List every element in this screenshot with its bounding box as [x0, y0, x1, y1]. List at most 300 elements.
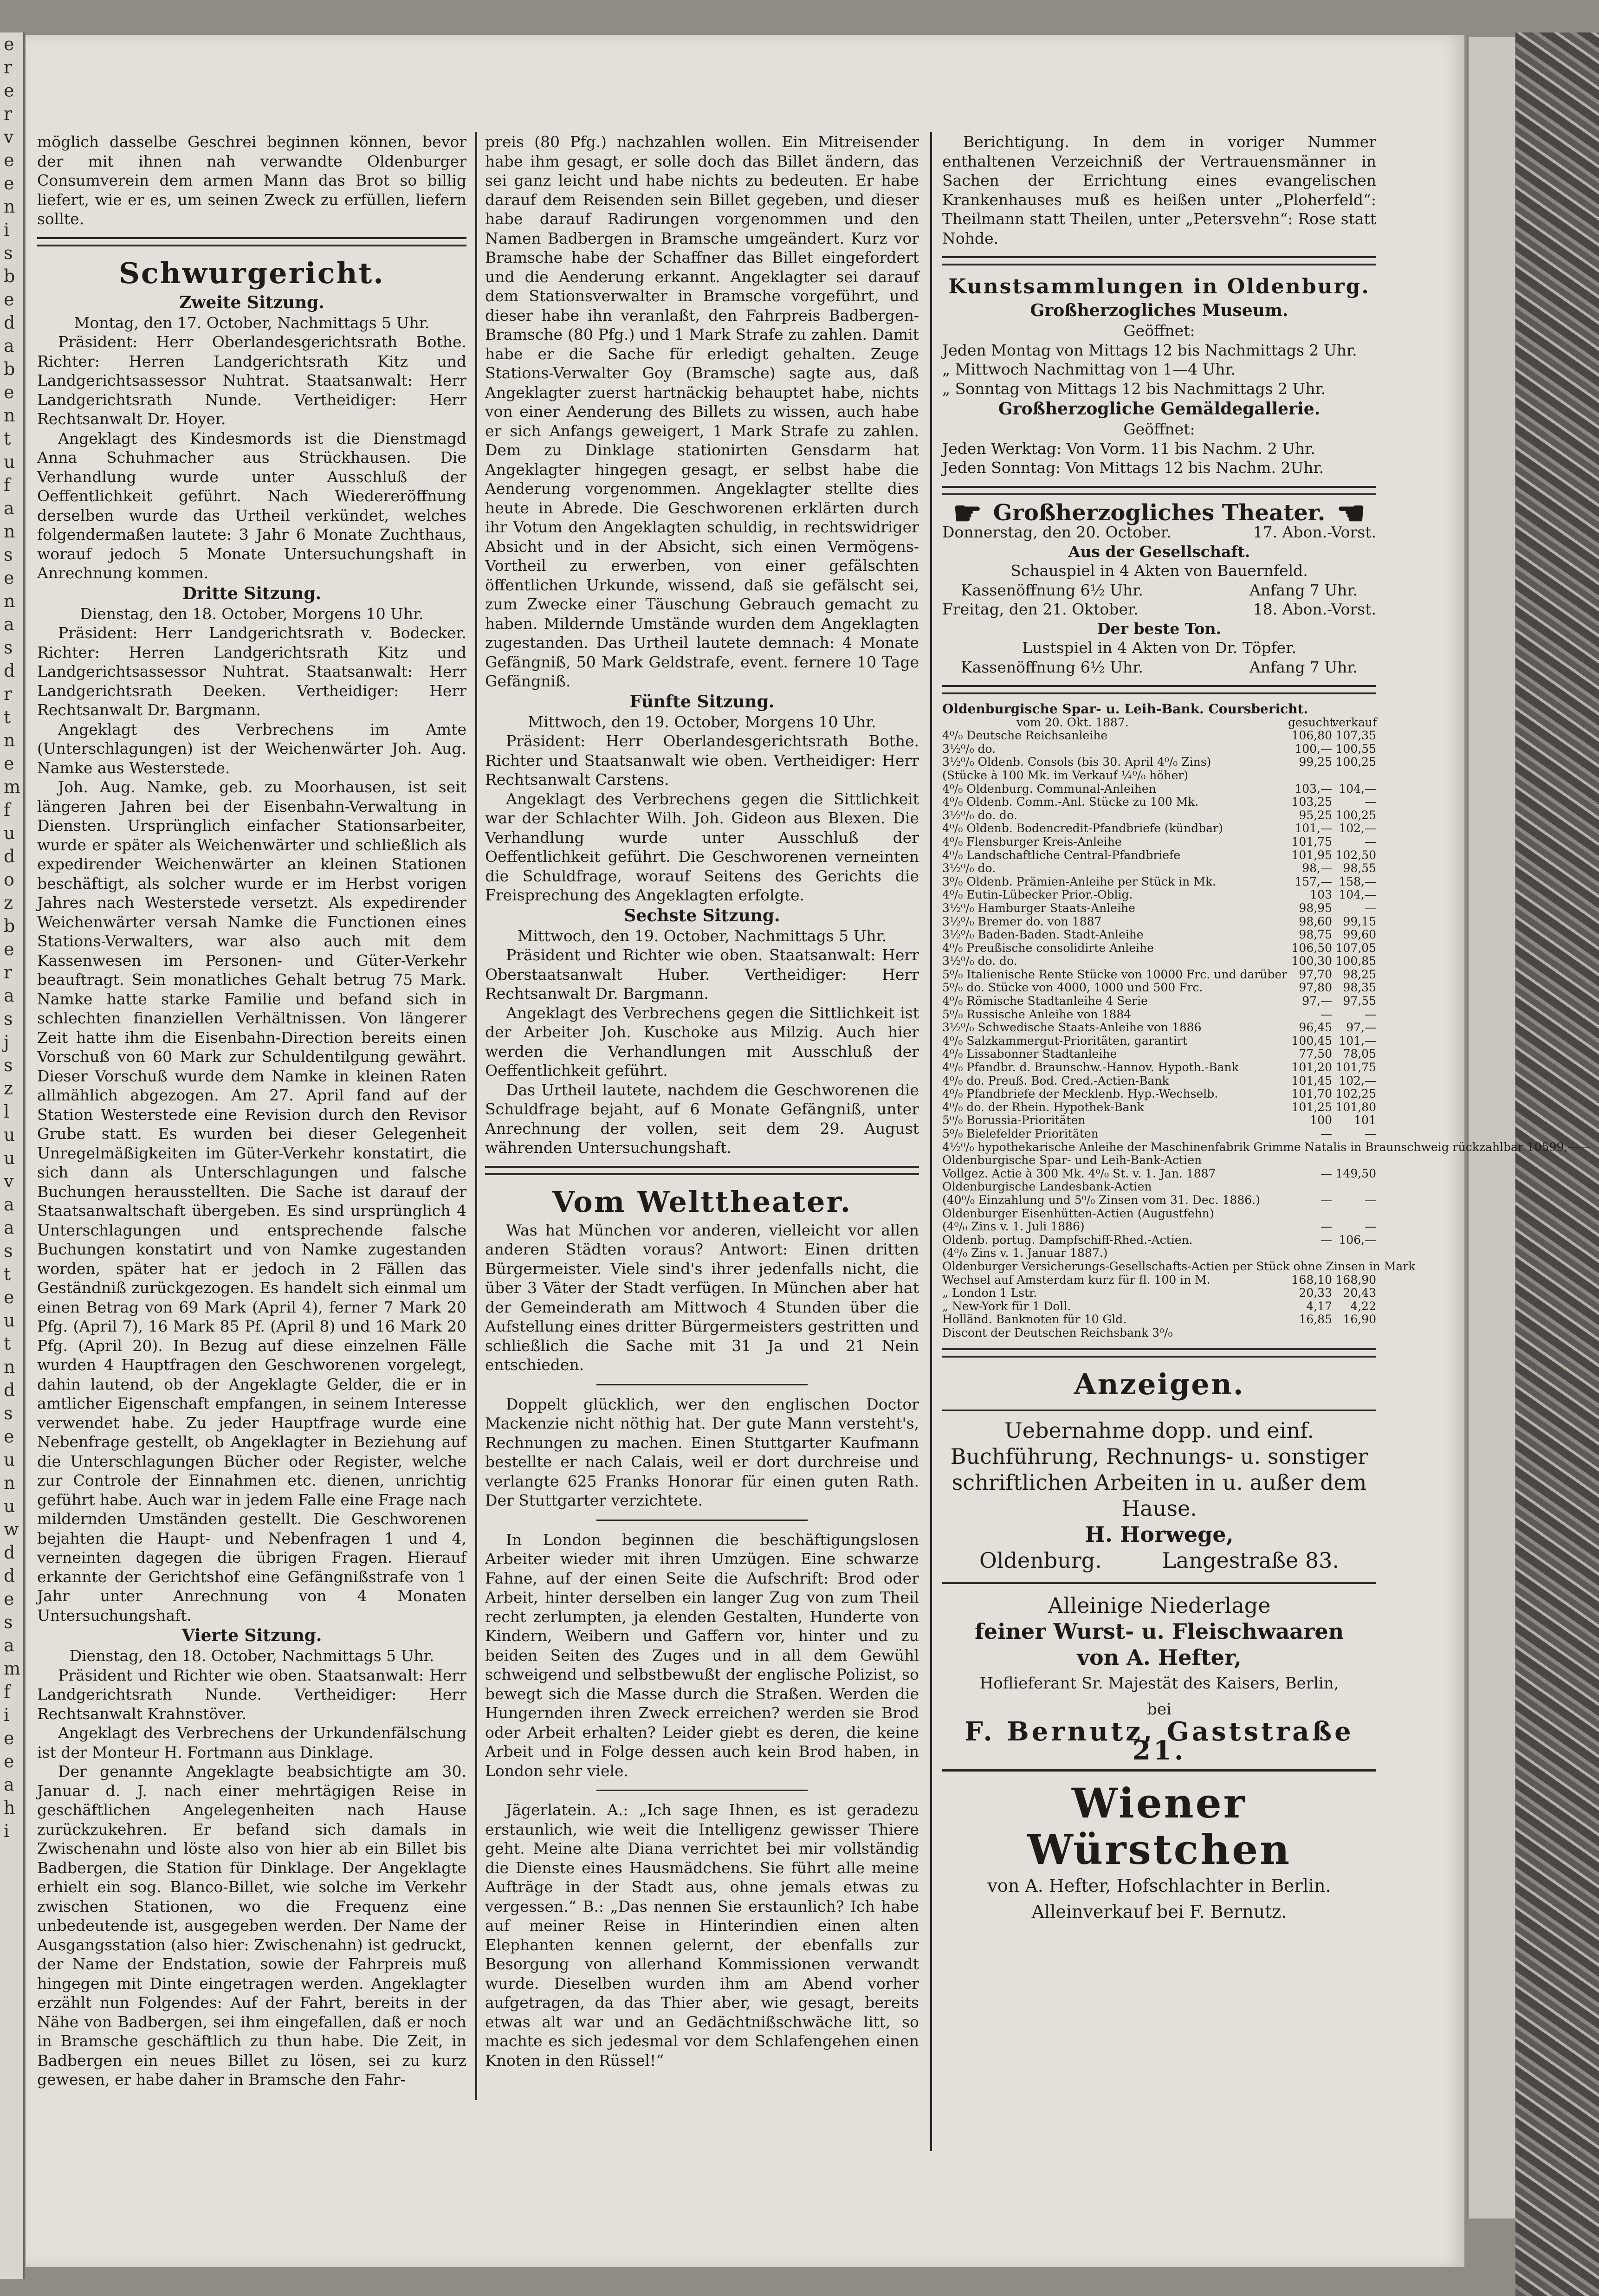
previous-page-letter: e — [4, 1287, 14, 1307]
paragraph: Präsident und Richter wie oben. Staatsanwalt: Herr Oberstaatsanwalt Huber. Vertheidiger: Herr Rechtsanwalt Dr. Bargmann. — [485, 946, 919, 1002]
previous-page-letter: e — [4, 173, 14, 194]
previous-page-letter: u — [4, 1449, 15, 1470]
divider — [942, 256, 1376, 265]
divider — [942, 1410, 1376, 1411]
bid-price: 99,— — [1549, 1140, 1580, 1154]
start-time: Anfang 7 Uhr. — [1249, 658, 1358, 676]
ask-price: 102,25 — [1335, 1087, 1376, 1101]
course-row — [942, 1207, 1376, 1221]
bid-price: 168,10 — [1291, 1273, 1332, 1287]
ask-price: 98,25 — [1343, 967, 1376, 981]
course-report — [942, 701, 1591, 1340]
previous-page-letter: u — [4, 1125, 15, 1145]
ad-wuerstchen: Würstchen — [1027, 1825, 1292, 1874]
session-date: Dienstag, den 18. October, Morgens 10 Uhr. — [80, 604, 424, 623]
course-row — [942, 796, 1376, 809]
divider — [942, 486, 1376, 495]
ask-price: 78,05 — [1343, 1047, 1376, 1061]
course-row — [942, 1259, 1416, 1274]
bid-price: 98,95 — [1299, 901, 1332, 915]
previous-page-letter: s — [4, 544, 13, 565]
book-binding — [1467, 37, 1515, 2218]
previous-page-letter: d — [4, 312, 15, 333]
divider — [485, 1166, 919, 1175]
bid-price — [1288, 769, 1332, 783]
bid-price: 101,95 — [1291, 848, 1332, 862]
ask-price: 149,50 — [1335, 1166, 1376, 1180]
previous-page-letter: i — [4, 1821, 10, 1841]
security-name: 5⁰/₀ Russische Anleihe von 1884 — [942, 1007, 1132, 1021]
ad-line: von A. Hefter, — [1077, 1644, 1242, 1670]
bid-price: 157,— — [1295, 874, 1332, 888]
intro-paragraph: möglich dasselbe Geschrei beginnen können, bevor der mit ihnen nah verwandte Oldenburger Consumverein dem armen Mann das Brot so billig liefert, wie er es, um seinen Zweck zu erfüllen, liefern sollte. — [37, 133, 466, 228]
course-row — [942, 822, 1376, 835]
course-row — [942, 743, 1376, 756]
previous-page-letter: w — [4, 1519, 19, 1539]
bid-price: 77,50 — [1299, 1047, 1332, 1061]
ad-wiener: Wiener — [1071, 1779, 1247, 1827]
previous-page-letter: e — [4, 1589, 14, 1609]
bid-price: 100,45 — [1291, 1034, 1332, 1048]
section-heading-welttheater: Vom Welttheater. — [552, 1184, 852, 1219]
ask-price: — — [1365, 795, 1376, 809]
security-name: 3½⁰/₀ Baden-Baden. Stadt-Anleihe — [942, 928, 1144, 942]
marbled-edge — [1515, 32, 1599, 2296]
ask-price: 104,— — [1339, 782, 1376, 796]
paragraph: Präsident: Herr Oberlandesgerichtsrath Bothe. Richter und Staatsanwalt wie oben. Vertheidiger: Herr Rechtsanwalt Carstens. — [485, 732, 919, 789]
bid-price: 97,— — [1302, 994, 1332, 1008]
security-name: (4⁰/₀ Zins v. 1. Januar 1887.) — [942, 1246, 1108, 1260]
security-name: (40⁰/₀ Einzahlung und 5⁰/₀ Zinsen vom 31. Dec. 1886.) — [942, 1193, 1260, 1207]
previous-page-letter: a — [4, 1217, 14, 1238]
bid-price: — — [1321, 1233, 1332, 1247]
course-row — [942, 1101, 1376, 1114]
previous-page-letter: z — [4, 1078, 13, 1099]
security-name: 4⁰/₀ Oldenburg. Communal-Anleihen — [942, 782, 1156, 796]
security-name: 4⁰/₀ Römische Stadtanleihe 4 Serie — [942, 994, 1148, 1008]
course-row — [942, 1140, 1591, 1154]
course-row — [942, 1287, 1376, 1300]
subscription-number: 18. Abon.-Vorst. — [1253, 600, 1376, 618]
bid-price: — — [1321, 1007, 1332, 1021]
ad-bernutz: F. Bernutz, Gaststraße 21. — [965, 1716, 1354, 1766]
previous-page-letter: r — [4, 684, 13, 704]
bid-price: — — [1321, 1127, 1332, 1140]
start-time: Anfang 7 Uhr. — [1249, 581, 1358, 599]
security-name: 5⁰/₀ Borussia-Prioritäten — [942, 1113, 1086, 1127]
security-name: Oldenburger Eisenhütten-Actien (Augustfehn) — [942, 1206, 1214, 1220]
course-row — [942, 928, 1376, 942]
previous-page-letter: b — [4, 916, 15, 936]
ask-price: 100,25 — [1335, 808, 1376, 822]
bid-price: 4,17 — [1306, 1299, 1332, 1313]
bid-price: 97,80 — [1299, 981, 1332, 995]
previous-page-letter: u — [4, 1310, 15, 1331]
session-title: Zweite Sitzung. — [179, 292, 324, 312]
paragraph: Angeklagt des Verbrechens gegen die Sittlichkeit ist der Arbeiter Joh. Kuschoke aus Milzig. Auch hier werden die Verhandlungen mit Ausschluß der Oeffentlichkeit geführt. — [485, 1003, 919, 1080]
previous-page-letter: a — [4, 985, 14, 1006]
previous-page-letter: n — [4, 591, 15, 611]
security-name: 4⁰/₀ Oldenb. Bodencredit-Pfandbriefe (kündbar) — [942, 821, 1223, 835]
security-name: 4⁰/₀ Oldenb. Comm.-Anl. Stücke zu 100 Mk. — [942, 795, 1199, 809]
previous-page-letter: t — [4, 1264, 11, 1284]
paragraph: Der genannte Angeklagte beabsichtigte am 30. Januar d. J. nach einer mehrtägigen Reise in geschäftlichen Angelegenheiten nach Hause zurückzukehren. Er befand sich damals in Zwischenahn und löste also von hier ab ein Billet bis Badbergen, die Station für Dinklage. Der Angeklagte erhielt ein sog. Blanco-Billet, wie solche im Verkehr zwischen Stationen, wo die Frequenz eine unbedeutende ist, ausgegeben werden. Der Name der Ausgangsstation (also hier: Zwischenahn) ist gedruckt, der Name der Endstation, sowie der Fahrpreis muß hingegen mit Dinte eingetragen werden. Angeklagter erzählt nun Folgendes: Auf der Fahrt, bereits in der Nähe von Badbergen, sei ihm eingefallen, daß er noch in Bramsche geschäftlich zu thun habe. Die Zeit, in Badbergen ein neues Billet zu lösen, sei zu kurz gewesen, er habe daher in Bramsche den Fahr- — [37, 1762, 466, 2089]
ask-price: 4,22 — [1350, 1299, 1376, 1313]
previous-page-letter: a — [4, 498, 14, 518]
previous-page-letter: b — [4, 266, 15, 286]
hours-line: Jeden Montag von Mittags 12 bis Nachmittags 2 Uhr. — [942, 341, 1357, 359]
course-rows — [942, 729, 1591, 1339]
security-name: 4⁰/₀ Pfandbriefe der Mecklenb. Hyp.-Wechselb. — [942, 1087, 1218, 1101]
ask-price: 106,— — [1339, 1233, 1376, 1247]
opening-label: Geöffnet: — [1123, 420, 1195, 438]
ask-price: 102,— — [1339, 821, 1376, 835]
ad-bookkeeping-text: Uebernahme dopp. und einf. Buchführung, Rechnungs- u. sonstiger schriftlichen Arbeiten in u. außer dem Hause. — [950, 1417, 1368, 1521]
course-row — [942, 995, 1376, 1008]
course-row — [942, 902, 1376, 915]
paragraph: Präsident: Herr Landgerichtsrath v. Bodecker. Richter: Herren Landgerichtsrath Kitz und Landgerichtsassessor Nuhtrat. Staatsanwalt: Herr Landgerichtsrath Deeken. Vertheidiger: Herr Rechtsanwalt Dr. Bargmann. — [37, 624, 466, 719]
course-row — [942, 1220, 1376, 1234]
bid-price: 100 — [1310, 1113, 1332, 1127]
ask-price — [1332, 1154, 1376, 1167]
paragraph: Angeklagt des Verbrechens der Urkundenfälschung ist der Monteur H. Fortmann aus Dinklage. — [37, 1724, 466, 1761]
course-row — [942, 1021, 1376, 1035]
course-row — [942, 1087, 1376, 1101]
course-row — [942, 1035, 1376, 1048]
pointing-hand-left-icon: ☚ — [1336, 493, 1366, 532]
course-row — [942, 1247, 1376, 1260]
ad-street: Langestraße 83. — [1162, 1547, 1339, 1573]
previous-page-letter: a — [4, 1635, 14, 1656]
ask-price: 101,75 — [1335, 1061, 1376, 1074]
previous-page-letter: f — [4, 800, 11, 820]
previous-page-letter: e — [4, 568, 14, 588]
previous-page-letter: d — [4, 1542, 15, 1563]
course-row — [942, 968, 1376, 982]
ask-price: 97,55 — [1343, 994, 1376, 1008]
course-row — [942, 1154, 1376, 1167]
divider — [37, 237, 466, 246]
column-3 — [942, 132, 1591, 1925]
previous-page-letter: u — [4, 1496, 15, 1516]
bid-price: 20,33 — [1299, 1286, 1332, 1300]
session-date: Mittwoch, den 19. October, Nachmittags 5 Uhr. — [517, 926, 887, 945]
bid-price: 101,25 — [1291, 1100, 1332, 1114]
opening-label: Geöffnet: — [1123, 322, 1195, 340]
previous-page-letter: s — [4, 1009, 13, 1029]
course-row — [942, 955, 1376, 968]
divider — [942, 1582, 1376, 1584]
session-title: Fünfte Sitzung. — [629, 692, 775, 711]
galerie-title: Großherzogliche Gemäldegallerie. — [998, 399, 1321, 419]
previous-page-letter: e — [4, 34, 14, 54]
bid-price: 101,— — [1295, 821, 1332, 835]
course-row — [942, 1061, 1376, 1074]
performance-desc: Schauspiel in 4 Akten von Bauernfeld. — [1010, 562, 1308, 580]
bid-price: 16,85 — [1299, 1313, 1332, 1326]
bid-price: 103 — [1310, 888, 1332, 902]
ask-price — [1332, 1207, 1376, 1221]
previous-page-letter: d — [4, 1565, 15, 1586]
ask-price — [1332, 1326, 1376, 1340]
box-office-time: Kassenöffnung 6½ Uhr. — [961, 581, 1143, 599]
course-row — [942, 1167, 1376, 1181]
ask-price: 168,90 — [1335, 1273, 1376, 1287]
ad-city: Oldenburg. — [979, 1547, 1102, 1573]
previous-page-letter: e — [4, 753, 14, 774]
column-rule-1 — [475, 132, 477, 2100]
previous-page-letter: s — [4, 1612, 13, 1632]
paragraph: Präsident: Herr Oberlandesgerichtsrath Bothe. Richter: Herren Landgerichtsrath Kitz und Landgerichtsassessor Nuhtrat. Staatsanwalt: Herr Landgerichtsrath Nunde. Vertheidiger: Herr Rechtsanwalt Dr. Hoyer. — [37, 333, 466, 428]
previous-page-letter: e — [4, 150, 14, 170]
previous-page-letter: e — [4, 1751, 14, 1772]
bid-price: 96,45 — [1299, 1021, 1332, 1035]
ask-price: — — [1365, 901, 1376, 915]
bid-price: 101,70 — [1291, 1087, 1332, 1101]
course-row — [942, 1180, 1376, 1194]
course-row — [942, 875, 1376, 889]
previous-page-letter: n — [4, 1473, 15, 1493]
hours-line: Jeden Werktag: Von Vorm. 11 bis Nachm. 2 Uhr. — [942, 439, 1315, 458]
security-name: 5⁰/₀ do. Stücke von 4000, 1000 und 500 Frc. — [942, 981, 1203, 995]
security-name: 3½⁰/₀ Hamburger Staats-Anleihe — [942, 901, 1135, 915]
security-name: 3½⁰/₀ do. — [942, 742, 996, 756]
previous-page-letter: s — [4, 243, 13, 263]
security-name: 3½⁰/₀ do. do. — [942, 954, 1017, 968]
bid-price — [1288, 1326, 1332, 1340]
security-name: Oldenburgische Spar- und Leih-Bank-Actien — [942, 1153, 1202, 1167]
ask-price: 102,— — [1339, 1074, 1376, 1087]
course-row — [942, 835, 1376, 849]
bid-price: — — [1321, 1193, 1332, 1207]
session-date: Mittwoch, den 19. October, Morgens 10 Uhr. — [528, 712, 876, 731]
security-name: „ New-York für 1 Doll. — [942, 1299, 1071, 1313]
bid-price — [1288, 1207, 1332, 1221]
security-name: Holländ. Banknoten für 10 Gld. — [942, 1313, 1127, 1326]
course-row — [942, 888, 1376, 902]
previous-page-letter: u — [4, 823, 15, 843]
previous-page-letter: d — [4, 846, 15, 867]
ad-line: Hoflieferant Sr. Majestät des Kaisers, Berlin, — [979, 1674, 1339, 1693]
divider — [942, 1348, 1376, 1358]
previous-page-letter: v — [4, 1171, 14, 1191]
course-row — [942, 1300, 1376, 1313]
security-name: 4⁰/₀ do. der Rhein. Hypothek-Bank — [942, 1100, 1144, 1114]
previous-page-letter: s — [4, 637, 13, 658]
ask-price: — — [1365, 1220, 1376, 1234]
previous-page-letter: r — [4, 57, 13, 78]
bid-price: 98,— — [1302, 861, 1332, 875]
hours-line: „ Mittwoch Nachmittag von 1—4 Uhr. — [942, 360, 1236, 378]
previous-page-letter: n — [4, 196, 15, 217]
divider — [942, 685, 1376, 694]
ask-price: 99,60 — [1343, 928, 1376, 942]
section-heading-schwurgericht: Schwurgericht. — [119, 256, 385, 290]
security-name: 4½⁰/₀ hypothekarische Anleihe der Maschinenfabrik Grimme Natalis in Braunschweig rückzahlbar 105 — [942, 1140, 1549, 1154]
bid-price: 98,75 — [1299, 928, 1332, 942]
course-row — [942, 1074, 1376, 1088]
course-row — [942, 729, 1376, 743]
course-row — [942, 862, 1376, 875]
ask-price — [1332, 1180, 1376, 1194]
bid-price: 101,75 — [1291, 834, 1332, 848]
course-report-title: Oldenburgische Spar- u. Leih-Bank. Coursbericht. — [942, 701, 1308, 717]
previous-page-letter: n — [4, 405, 15, 426]
berichtigung-notice: Berichtigung. In dem in voriger Nummer enthaltenen Verzeichniß der Vertrauensmänner in Sachen der Errichtung eines evangelischen Krankenhauses muß es heißen unter „Ploherfeld“: Theilmann statt Theilen, unter „Petersvehn“: Rose statt Nohde. — [942, 133, 1376, 247]
ask-price: 16,90 — [1343, 1313, 1376, 1326]
security-name: 4⁰/₀ do. Preuß. Bod. Cred.-Actien-Bank — [942, 1074, 1169, 1087]
bid-price: 106,50 — [1291, 941, 1332, 955]
previous-page-letter: d — [4, 660, 15, 681]
ask-price: 100,25 — [1335, 755, 1376, 769]
security-name: 4⁰/₀ Landschaftliche Central-Pfandbriefe — [942, 848, 1181, 862]
previous-page-letter: s — [4, 1055, 13, 1075]
ask-price: — — [1365, 1193, 1376, 1207]
previous-page-letter: s — [4, 1403, 13, 1423]
security-name: Oldenburgische Landesbank-Actien — [942, 1180, 1152, 1194]
divider — [942, 1769, 1376, 1772]
previous-page-letter: i — [4, 1705, 10, 1725]
course-row — [942, 1313, 1376, 1326]
previous-page-letter: e — [4, 939, 14, 959]
performance-date: Freitag, den 21. Oktober. — [942, 600, 1139, 618]
paragraph: Angeklagt des Verbrechens gegen die Sittlichkeit war der Schlachter Wilh. Joh. Gideon aus Blexen. Die Verhandlung wurde unter Ausschluß der Oeffentlichkeit geführt. Die Geschworenen verneinten die Schuldfrage, worauf Seitens des Gerichts die Freisprechung des Angeklagten erfolgte. — [485, 789, 919, 904]
bid-price: 103,25 — [1291, 795, 1332, 809]
theater-title: Großherzogliches Theater. — [993, 499, 1326, 526]
previous-page-letter: e — [4, 80, 14, 101]
previous-page-letter: j — [4, 1032, 9, 1052]
ask-price — [1332, 769, 1376, 783]
subscription-number: 17. Abon.-Vorst. — [1253, 523, 1376, 541]
kunstsammlungen-title: Kunstsammlungen in Oldenburg. — [948, 275, 1370, 298]
course-report-header — [942, 716, 1376, 730]
security-name: Oldenburger Versicherungs-Gesellschafts-Actien per Stück ohne Zinsen in Mark — [942, 1259, 1416, 1273]
previous-page-edge — [0, 32, 25, 2279]
previous-page-letter: e — [4, 289, 14, 310]
bid-price: 100,— — [1295, 742, 1332, 756]
anzeigen-heading: Anzeigen. — [1074, 1367, 1245, 1401]
course-row — [942, 1234, 1376, 1247]
bid-price: 99,25 — [1299, 755, 1332, 769]
ask-price: 101 — [1354, 1113, 1376, 1127]
bid-price — [1288, 1154, 1332, 1167]
column-2 — [485, 132, 919, 2070]
previous-page-letter: e — [4, 1426, 14, 1447]
previous-page-letter: a — [4, 1774, 14, 1795]
short-divider — [596, 1790, 808, 1791]
paragraph: Jägerlatein. A.: „Ich sage Ihnen, es ist geradezu erstaunlich, wie weit die Intelligenz gewisser Thiere geht. Meine alte Diana verrichtet bei mir vollständig die Dienste eines Hausmädchens. Sie führt alle meine Aufträge in der Stadt aus, ohne jemals etwas zu vergessen.“ B.: „Das nennen Sie erstaunlich? Ich habe auf meiner Reise in Hinterindien einen alten Elephanten kennen gelernt, der ebenfalls zur Besorgung von allerhand Kommissionen verwandt wurde. Dieselben wurden ihm am Abend vorher aufgetragen, da das Thier aber, wie gesagt, bereits etwas alt war und an Gedächtnißschwäche litt, so machte es sich jedesmal vor dem Schlafengehen einen Knoten in den Rüssel!“ — [485, 1801, 919, 2070]
performance-date: Donnerstag, den 20. October. — [942, 523, 1172, 541]
paragraph: Angeklagt des Verbrechens im Amte (Unterschlagungen) ist der Weichenwärter Joh. Aug. Namke aus Westerstede. — [37, 720, 466, 777]
course-row — [942, 1048, 1376, 1061]
ask-price — [1332, 1247, 1376, 1260]
previous-page-letter: v — [4, 127, 14, 147]
bid-price: — — [1321, 1220, 1332, 1234]
security-name: (4⁰/₀ Zins v. 1. Juli 1886) — [942, 1220, 1085, 1234]
bid-price: 106,80 — [1291, 729, 1332, 743]
ask-price: 100,85 — [1335, 954, 1376, 968]
previous-page-letter: f — [4, 1682, 11, 1702]
course-row — [942, 1114, 1376, 1127]
hours-line: „ Sonntag von Mittags 12 bis Nachmittags 2 Uhr. — [942, 379, 1326, 398]
session-date: Dienstag, den 18. October, Nachmittags 5 Uhr. — [69, 1647, 434, 1665]
previous-page-letter: b — [4, 359, 15, 379]
performance-desc: Lustspiel in 4 Akten von Dr. Töpfer. — [1022, 639, 1296, 657]
course-row — [942, 849, 1376, 862]
ask-price: 98,35 — [1343, 981, 1376, 995]
hours-line: Jeden Sonntag: Von Mittags 12 bis Nachm. 2Uhr. — [942, 459, 1324, 477]
previous-page-letter: m — [4, 1658, 21, 1679]
previous-page-letter: t — [4, 428, 11, 449]
security-name: 3⁰/₀ Oldenb. Prämien-Anleihe per Stück in Mk. — [942, 874, 1216, 888]
museum-hours — [942, 341, 1376, 399]
previous-page-letter: t — [4, 707, 11, 727]
ask-price: 20,43 — [1343, 1286, 1376, 1300]
security-name: 4⁰/₀ Preußische consolidirte Anleihe — [942, 941, 1154, 955]
bid-price: 100,30 — [1291, 954, 1332, 968]
performance-date-row — [942, 600, 1376, 619]
bid-price: 101,20 — [1291, 1061, 1332, 1074]
ask-price: 102,50 — [1335, 848, 1376, 862]
ad-line: von A. Hefter, Hofschlachter in Berlin. — [987, 1875, 1331, 1896]
bid-price — [1288, 1180, 1332, 1194]
ad-line: Alleinverkauf bei F. Bernutz. — [1031, 1901, 1287, 1922]
column-1 — [37, 132, 466, 2089]
previous-page-letter: u — [4, 1148, 15, 1168]
course-report-date: vom 20. Okt. 1887. — [1016, 715, 1129, 729]
previous-page-letter: l — [4, 1101, 10, 1122]
course-row — [942, 981, 1376, 995]
ask-price: 107,35 — [1335, 729, 1376, 743]
course-row — [942, 1008, 1376, 1022]
session-title: Sechste Sitzung. — [624, 905, 780, 925]
previous-page-letter: e — [4, 382, 14, 402]
security-name: 3½⁰/₀ do. — [942, 861, 996, 875]
ad-bookkeeping-address — [942, 1547, 1376, 1573]
course-row — [942, 915, 1376, 929]
previous-page-letter: h — [4, 1798, 15, 1818]
security-name: Wechsel auf Amsterdam kurz für fl. 100 in M. — [942, 1273, 1211, 1287]
ask-price: — — [1365, 1007, 1376, 1021]
museum-title: Großherzogliches Museum. — [1030, 301, 1288, 320]
performance-times — [942, 581, 1376, 600]
previous-page-letter: r — [4, 103, 13, 124]
previous-page-letter: i — [4, 220, 10, 240]
previous-page-letter: a — [4, 1194, 14, 1215]
session-title: Vierte Sitzung. — [181, 1626, 322, 1645]
previous-page-letter: t — [4, 1333, 11, 1354]
security-name: 3½⁰/₀ Schwedische Staats-Anleihe von 1886 — [942, 1021, 1202, 1035]
session-date: Montag, den 17. October, Nachmittags 5 Uhr. — [74, 313, 430, 332]
course-row — [942, 783, 1376, 796]
performance-times — [942, 658, 1376, 677]
ask-price: 97,— — [1346, 1021, 1376, 1035]
security-name: 4⁰/₀ Pfandbr. d. Braunschw.-Hannov. Hypoth.-Bank — [942, 1061, 1239, 1074]
ask-price: — — [1365, 1127, 1376, 1140]
security-name: „ London 1 Lstr. — [942, 1286, 1037, 1300]
previous-page-letter: a — [4, 614, 14, 634]
short-divider — [596, 1520, 808, 1521]
security-name: 4⁰/₀ Deutsche Reichsanleihe — [942, 729, 1108, 743]
security-name: Discont der Deutschen Reichsbank 3⁰/₀ — [942, 1326, 1173, 1339]
col-header: gesucht — [1288, 715, 1334, 729]
previous-page-letter: s — [4, 1241, 13, 1261]
course-row — [942, 1127, 1376, 1141]
previous-page-letter: n — [4, 1357, 15, 1377]
paragraph: Das Urtheil lautete, nachdem die Geschworenen die Schuldfrage bejaht, auf 6 Monate Gefängniß, unter Anrechnung der vollen, seit dem 29. August währenden Untersuchungshaft. — [485, 1080, 919, 1157]
security-name: 4⁰/₀ Eutin-Lübecker Prior.-Oblig. — [942, 888, 1133, 902]
previous-page-letter: f — [4, 475, 11, 495]
